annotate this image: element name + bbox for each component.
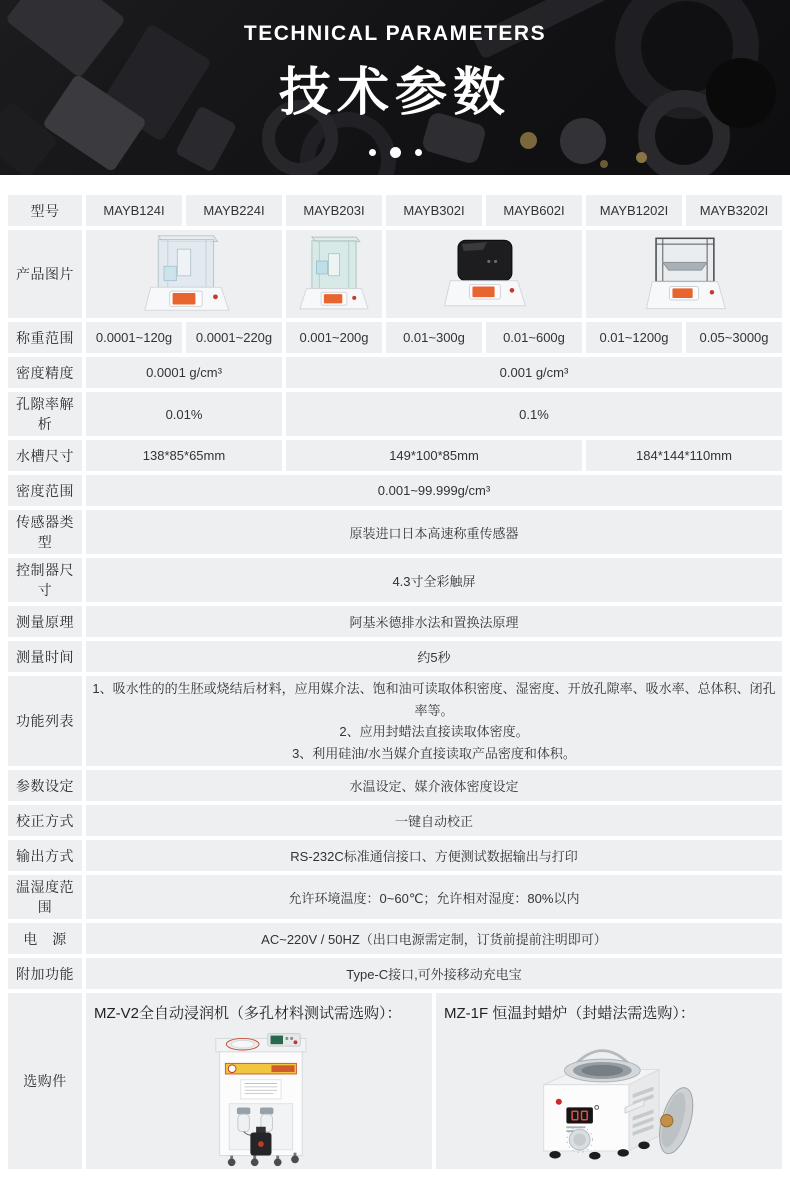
- value-cell: 149*100*85mm: [286, 440, 582, 471]
- row-label-time: 测量时间: [8, 641, 82, 672]
- mzv2-image-wrap: [86, 1025, 432, 1169]
- row-label-functions: 功能列表: [8, 676, 82, 766]
- product-image-row: [8, 230, 782, 318]
- measurement-time-row: [8, 641, 782, 672]
- measurement-principle-row: [8, 606, 782, 637]
- row-label-product-image: 产品图片: [8, 230, 82, 318]
- value-cell: 阿基米德排水法和置换法原理: [86, 606, 782, 637]
- row-label-tank-size: 水槽尺寸: [8, 440, 82, 471]
- value-cell: 0.001 g/cm³: [286, 357, 782, 388]
- product-image-mayb302i-602i: [386, 230, 582, 318]
- water-tank-size-row: [8, 440, 782, 471]
- technical-parameters-table: [4, 191, 786, 1173]
- row-label-weighing-range: 称重范围: [8, 322, 82, 353]
- optional-left-mzv2: [86, 993, 432, 1169]
- row-label-optional: 选购件: [8, 993, 82, 1169]
- row-label-calibration: 校正方式: [8, 805, 82, 836]
- mz1f-image-wrap: [436, 1025, 782, 1169]
- value-cell: 0.1%: [286, 392, 782, 436]
- mz1f-title: MZ-1F 恒温封蜡炉（封蜡法需选购）：: [444, 1005, 695, 1022]
- power-row: [8, 923, 782, 954]
- sensor-type-row: [8, 510, 782, 554]
- model-header-cell: MAYB302I: [386, 195, 482, 226]
- row-label-sensor-type: 传感器类型: [8, 510, 82, 554]
- value-cell: 0.0001~120g: [86, 322, 182, 353]
- wire-frame-density-meter-image: [631, 233, 737, 313]
- product-image-mayb203i: [286, 230, 382, 318]
- extra-feature-row: [8, 958, 782, 989]
- dot-icon: [369, 149, 376, 156]
- product-image-mayb124i-224i: [86, 230, 282, 318]
- dots-separator: [0, 147, 790, 159]
- weighing-range-row: [8, 322, 782, 353]
- function-list-row: [8, 676, 782, 766]
- function-line: 2、应用封蜡法直接读取体密度。: [339, 724, 529, 739]
- value-cell: 4.3寸全彩触屏: [86, 558, 782, 602]
- row-label-extra: 附加功能: [8, 958, 82, 989]
- value-cell: 138*85*65mm: [86, 440, 282, 471]
- environment-range-row: [8, 875, 782, 919]
- controller-size-row: [8, 558, 782, 602]
- value-cell: 约5秒: [86, 641, 782, 672]
- row-label-environment: 温湿度范围: [8, 875, 82, 919]
- glass-chamber-balance-image: [120, 232, 248, 314]
- row-label-density-range: 密度范围: [8, 475, 82, 506]
- row-label-principle: 测量原理: [8, 606, 82, 637]
- value-cell: 0.01%: [86, 392, 282, 436]
- value-cell: Type-C接口,可外接移动充电宝: [86, 958, 782, 989]
- dot-icon: [390, 147, 401, 158]
- optional-parts-cell: [86, 993, 782, 1169]
- optional-right-mz1f: [436, 993, 782, 1169]
- mzv2-title: MZ-V2全自动浸润机（多孔材料测试需选购）：: [94, 1005, 402, 1022]
- glass-chamber-balance-small-image: [288, 232, 380, 314]
- row-label-power: 电 源: [8, 923, 82, 954]
- model-header-cell: MAYB3202I: [686, 195, 782, 226]
- value-cell: AC~220V / 50HZ（出口电源需定制，订货前提前注明即可）: [86, 923, 782, 954]
- value-cell: 0.01~300g: [386, 322, 482, 353]
- output-method-row: [8, 840, 782, 871]
- dot-icon: [415, 149, 422, 156]
- row-label-parameter-setting: 参数设定: [8, 770, 82, 801]
- value-cell: 184*144*110mm: [586, 440, 782, 471]
- value-cell: 0.01~1200g: [586, 322, 682, 353]
- density-precision-row: [8, 357, 782, 388]
- function-line: 3、利用硅油/水当媒介直接读取产品密度和体积。: [292, 745, 576, 761]
- model-header-cell: MAYB203I: [286, 195, 382, 226]
- density-range-row: [8, 475, 782, 506]
- function-line: 1、吸水性的的生胚或烧结后材料，应用媒介法、饱和油可读取体积密度、湿密度、开放孔隙率、吸水率、总体积、闭孔率等。: [92, 681, 776, 718]
- value-cell: 0.001~99.999g/cm³: [86, 475, 782, 506]
- row-label-controller-size: 控制器尺寸: [8, 558, 82, 602]
- value-cell: 允许环境温度：0~60℃；允许相对湿度：80%以内: [86, 875, 782, 919]
- black-hood-density-meter-image: [431, 234, 537, 312]
- value-cell: RS-232C标准通信接口、方便测试数据输出与打印: [86, 840, 782, 871]
- banner-subtitle: TECHNICAL PARAMETERS: [243, 22, 547, 45]
- parameter-setting-row: [8, 770, 782, 801]
- porosity-resolution-row: [8, 392, 782, 436]
- product-image-mayb1202i-3202i: [586, 230, 782, 318]
- value-cell-functions: [86, 676, 782, 766]
- value-cell: 水温设定、媒介液体密度设定: [86, 770, 782, 801]
- model-header-cell: MAYB602I: [486, 195, 582, 226]
- optional-parts-row: [8, 993, 782, 1169]
- row-label-model: 型号: [8, 195, 82, 226]
- optional-parts-container: [86, 993, 782, 1169]
- row-label-output: 输出方式: [8, 840, 82, 871]
- mzv2-immersion-machine-image: [184, 1025, 334, 1169]
- row-label-density-precision: 密度精度: [8, 357, 82, 388]
- value-cell: 0.05~3000g: [686, 322, 782, 353]
- value-cell: 一键自动校正: [86, 805, 782, 836]
- value-cell: 0.01~600g: [486, 322, 582, 353]
- value-cell: 0.001~200g: [286, 322, 382, 353]
- model-row: [8, 195, 782, 226]
- technical-parameters-banner: [0, 0, 790, 175]
- value-cell: 0.0001~220g: [186, 322, 282, 353]
- row-label-porosity: 孔隙率解析: [8, 392, 82, 436]
- value-cell: 原装进口日本高速称重传感器: [86, 510, 782, 554]
- banner-title: 技术参数: [278, 64, 511, 122]
- mz1f-wax-pot-image: [499, 1026, 719, 1168]
- model-header-cell: MAYB124I: [86, 195, 182, 226]
- model-header-cell: MAYB224I: [186, 195, 282, 226]
- calibration-row: [8, 805, 782, 836]
- gold-ball-shape: [600, 160, 608, 168]
- model-header-cell: MAYB1202I: [586, 195, 682, 226]
- value-cell: 0.0001 g/cm³: [86, 357, 282, 388]
